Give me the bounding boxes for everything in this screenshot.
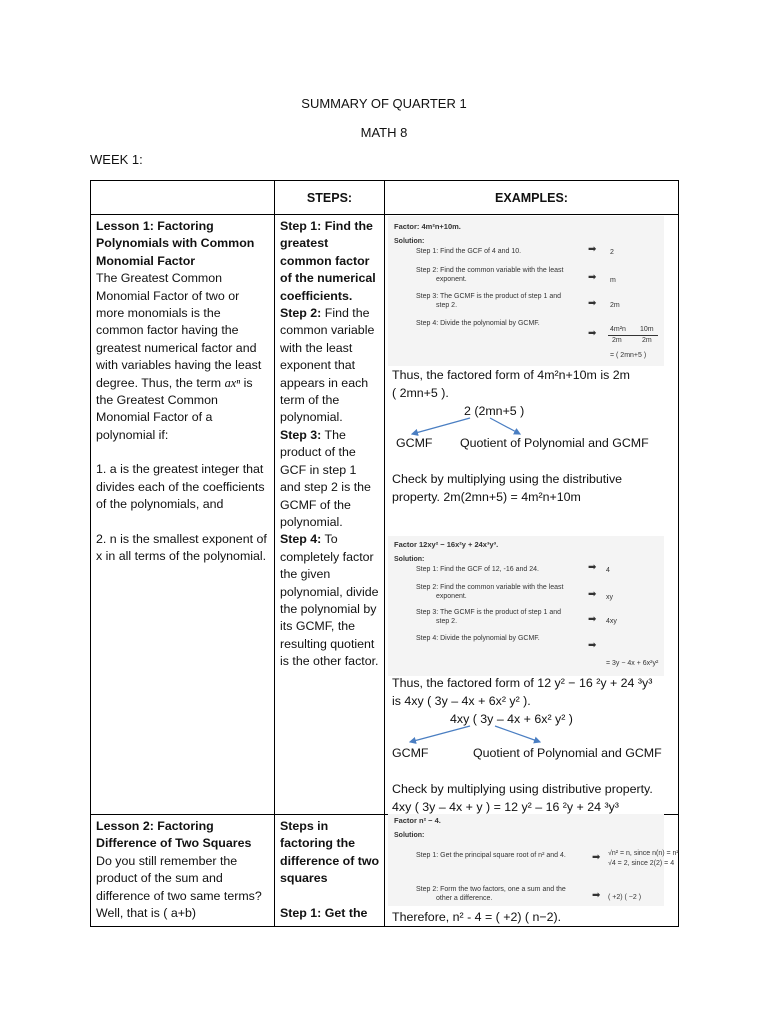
header-lesson <box>91 181 275 215</box>
example1-factored-form: 2 (2mn+5 ) <box>464 404 525 418</box>
example1-thus-line2: ( 2mn+5 ). <box>392 386 449 400</box>
page-title: SUMMARY OF QUARTER 1 <box>301 96 467 111</box>
example2-check-line1: Check by multiplying using distributive property. <box>392 782 653 796</box>
lesson2-therefore: Therefore, n² - 4 = ( +2) ( n−2). <box>392 910 562 924</box>
example1-image: Factor: 4m²n+10m. Solution: Step 1: Find the GCF of 4 and 10. ➡ 2 Step 2: Find the common variable with the least exponent. ➡ m Step 3: The GCMF is the product of step 1 and step 2. ➡ 2m Step 4: Divide the polynomial by GCMF. ➡ 4m²n 10m 2m 2m = ( 2mn+5 ) <box>388 216 664 366</box>
term-axn: axⁿ <box>224 375 241 390</box>
subject-title: MATH 8 <box>360 125 408 140</box>
lesson2-steps-intro: Steps in factoring the difference of two squares <box>280 819 380 886</box>
lesson1-condition-1: 1. a is the greatest integer that divides each of the coefficients of the polynomials, and <box>96 462 265 512</box>
lesson2-title: Lesson 2: Factoring Difference of Two Squares <box>96 819 252 851</box>
lesson1-description-cell <box>91 215 275 815</box>
lesson1-steps-cell <box>275 215 385 815</box>
example2-check-line2: 4xy ( 3y – 4x + y ) = 12 y² – 16 ²y + 24 ³y³ <box>392 800 619 814</box>
example2-gcmf-label: GCMF <box>392 746 429 760</box>
example1-thus-line1: Thus, the factored form of 4m²n+10m is 2m <box>392 368 630 382</box>
lesson1-body: The Greatest Common Monomial Factor of two or more monomials is the common factor having the greatest numerical factor and with variables having the least degree. Thus, the term axⁿ is the Greatest Common Monomial Factor of a polynomial if: <box>96 271 262 442</box>
lesson1-step-3: Step 3: The product of the GCF in step 1 and step 2 is the GCMF of the polynomial. <box>280 427 371 529</box>
lesson1-condition-2: 2. n is the smallest exponent of x in all terms of the polynomial. <box>96 531 267 563</box>
week-label: WEEK 1: <box>90 152 143 167</box>
table-header-row <box>91 181 679 215</box>
example2-quotient-label: Quotient of Polynomial and GCMF <box>473 746 662 760</box>
example1-quotient-label: Quotient of Polynomial and GCMF <box>460 436 649 450</box>
lesson1-step-1: Step 1: Find the greatest common factor of the numerical coefficients. <box>280 219 376 303</box>
example2-thus-line2: is 4xy ( 3y – 4x + 6x² y² ). <box>392 694 531 708</box>
lesson2-steps-cell <box>275 815 385 927</box>
header-steps: STEPS: <box>275 181 385 215</box>
header-examples: EXAMPLES: <box>385 181 679 215</box>
lesson1-step-2: Step 2: Find the common variable with the least exponent that appears in each term of the polynomial. <box>280 306 375 425</box>
example2-thus-line1: Thus, the factored form of 12 y² − 16 ²y + 24 ³y³ <box>392 676 653 690</box>
example2-factored-form: 4xy ( 3y – 4x + 6x² y² ) <box>450 712 573 726</box>
lesson2-description-cell <box>91 815 275 927</box>
example2-image: Factor 12xy² − 16x²y + 24x³y³. Solution: Step 1: Find the GCF of 12, -16 and 24. ➡ 4 Step 2: Find the common variable with the least exponent. ➡ xy Step 3: The GCMF is the product of step 1 and step 2. ➡ 4xy Step 4: Divide the polynomial by GCMF. ➡ = 3y − 4x + 6x²y² <box>388 536 664 676</box>
example1-check-line1: Check by multiplying using the distributive <box>392 472 623 486</box>
example2-arrows <box>380 722 580 748</box>
lesson1-step-4: Step 4: To completely factor the given polynomial, divide the polynomial by its GCMF, the resulting quotient is the other factor. <box>280 532 379 669</box>
lesson1-title: Lesson 1: Factoring Polynomials with Common Monomial Factor <box>96 219 255 268</box>
lesson2-body: Do you still remember the product of the sum and difference of two same terms? Well, that is ( a+b) <box>96 853 262 921</box>
lesson2-example-image: Factor n² − 4. Solution: Step 1: Get the principal square root of n² and 4. ➡ √n² = n, since n(n) = n² √4 = 2, since 2(2) = 4 Step 2: Form the two factors, one a sum and the other a difference. ➡ ( +2) ( −2 ) <box>388 814 664 906</box>
example1-check-line2: property. 2m(2mn+5) = 4m²n+10m <box>392 490 581 504</box>
example1-gcmf-label: GCMF <box>396 436 433 450</box>
lesson2-step-1: Step 1: Get the <box>280 905 368 920</box>
